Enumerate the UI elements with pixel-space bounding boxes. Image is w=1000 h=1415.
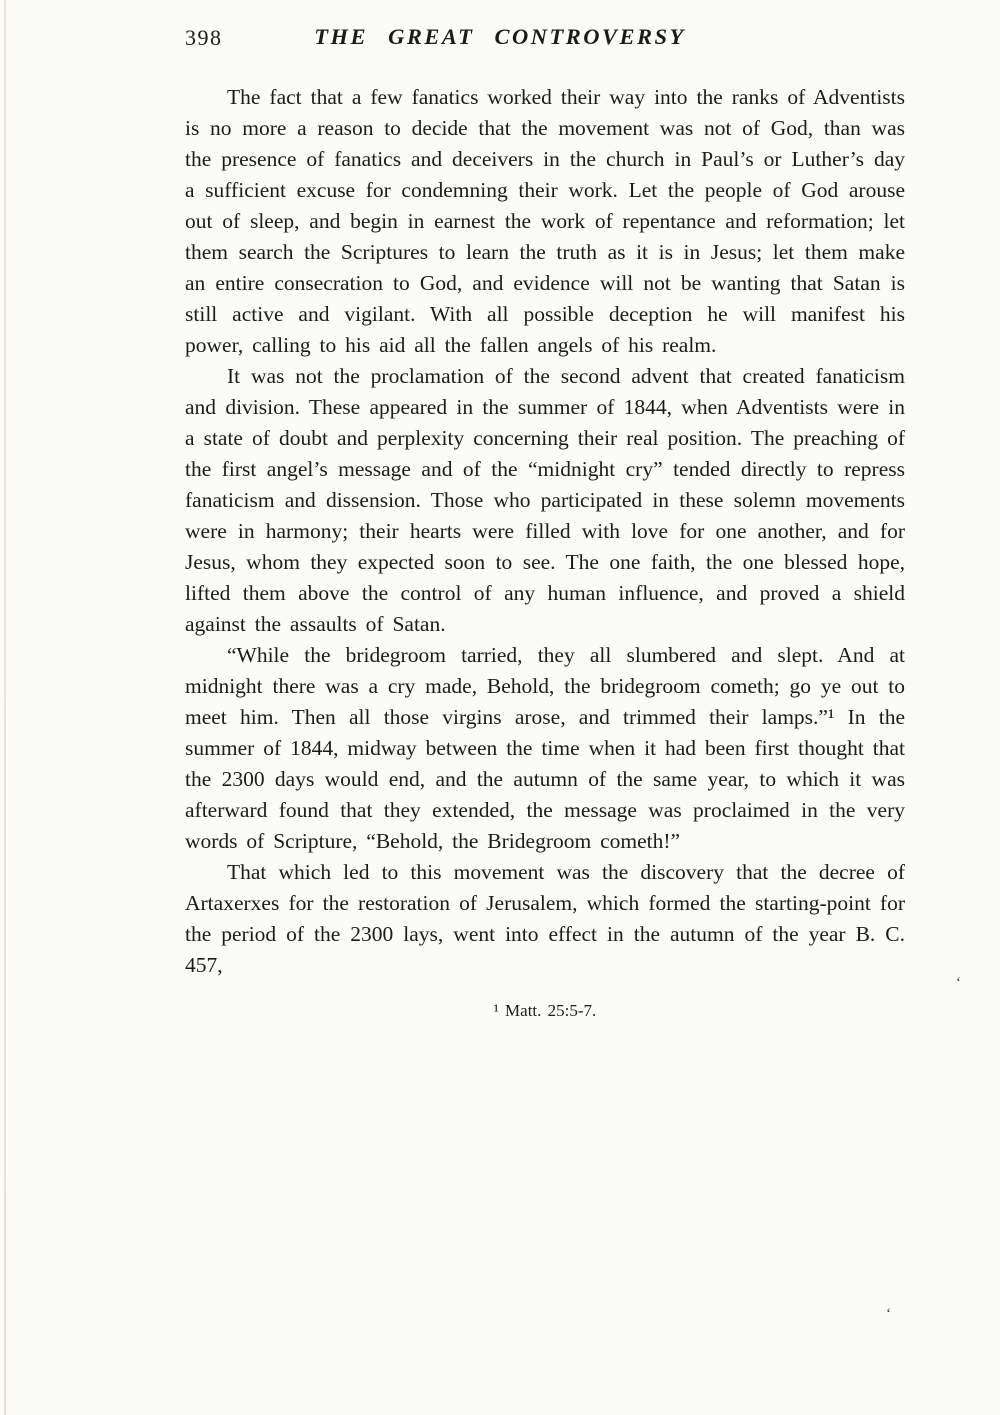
scan-artifact-right: ‘ [956, 975, 961, 991]
scan-artifact-bottom: ‘ [886, 1306, 891, 1322]
page-number: 398 [185, 25, 223, 50]
page-body [185, 82, 905, 1026]
paragraph-2: It was not the proclamation of the second advent that created fanaticism and division. These appeared in the summer of 1844, when Adventists were in a state of doubt and perplexity concerning their real position. The preaching of the first angel’s message and of the “midnight cry” tended directly to repress fanaticism and dissension. Those who participated in these solemn movements were in harmony; their hearts were filled with love for one another, and for Jesus, whom they expected soon to see. The one faith, the one blessed hope, lifted them above the control of any human influence, and proved a shield against the assaults of Satan. [185, 364, 905, 636]
footnote: ¹ Matt. 25:5-7. [493, 1001, 597, 1020]
paragraph-4: That which led to this movement was the discovery that the decree of Artaxerxes for the restoration of Jerusalem, which formed the starting-point for the period of the 2300 lays, went into effect in the autumn of the year B. C. 457, [185, 860, 905, 977]
paragraph-3: “While the bridegroom tarried, they all slumbered and slept. And at midnight there was a cry made, Behold, the bridegroom cometh; go ye out to meet him. Then all those virgins arose, and trimmed their lamps.”¹ In the summer of 1844, midway between the time when it had been first thought that the 2300 days would end, and the autumn of the same year, to which it was afterward found that they extended, the message was proclaimed in the very words of Scripture, “Behold, the Bridegroom cometh!” [185, 643, 905, 853]
running-title: THE GREAT CONTROVERSY [314, 24, 686, 49]
paragraph-1: The fact that a few fanatics worked their way into the ranks of Adventists is no more a reason to decide that the movement was not of God, than was the presence of fanatics and deceivers in the church in Paul’s or Luther’s day a sufficient excuse for condemning their work. Let the people of God arouse out of sleep, and begin in earnest the work of repentance and reformation; let them search the Scriptures to learn the truth as it is in Jesus; let them make an entire consecration to God, and evidence will not be wanting that Satan is still active and vigilant. With all possible deception he will manifest his power, calling to his aid all the fallen angels of his realm. [185, 85, 905, 357]
scan-edge-line [4, 0, 6, 1415]
page-header [0, 24, 1000, 56]
